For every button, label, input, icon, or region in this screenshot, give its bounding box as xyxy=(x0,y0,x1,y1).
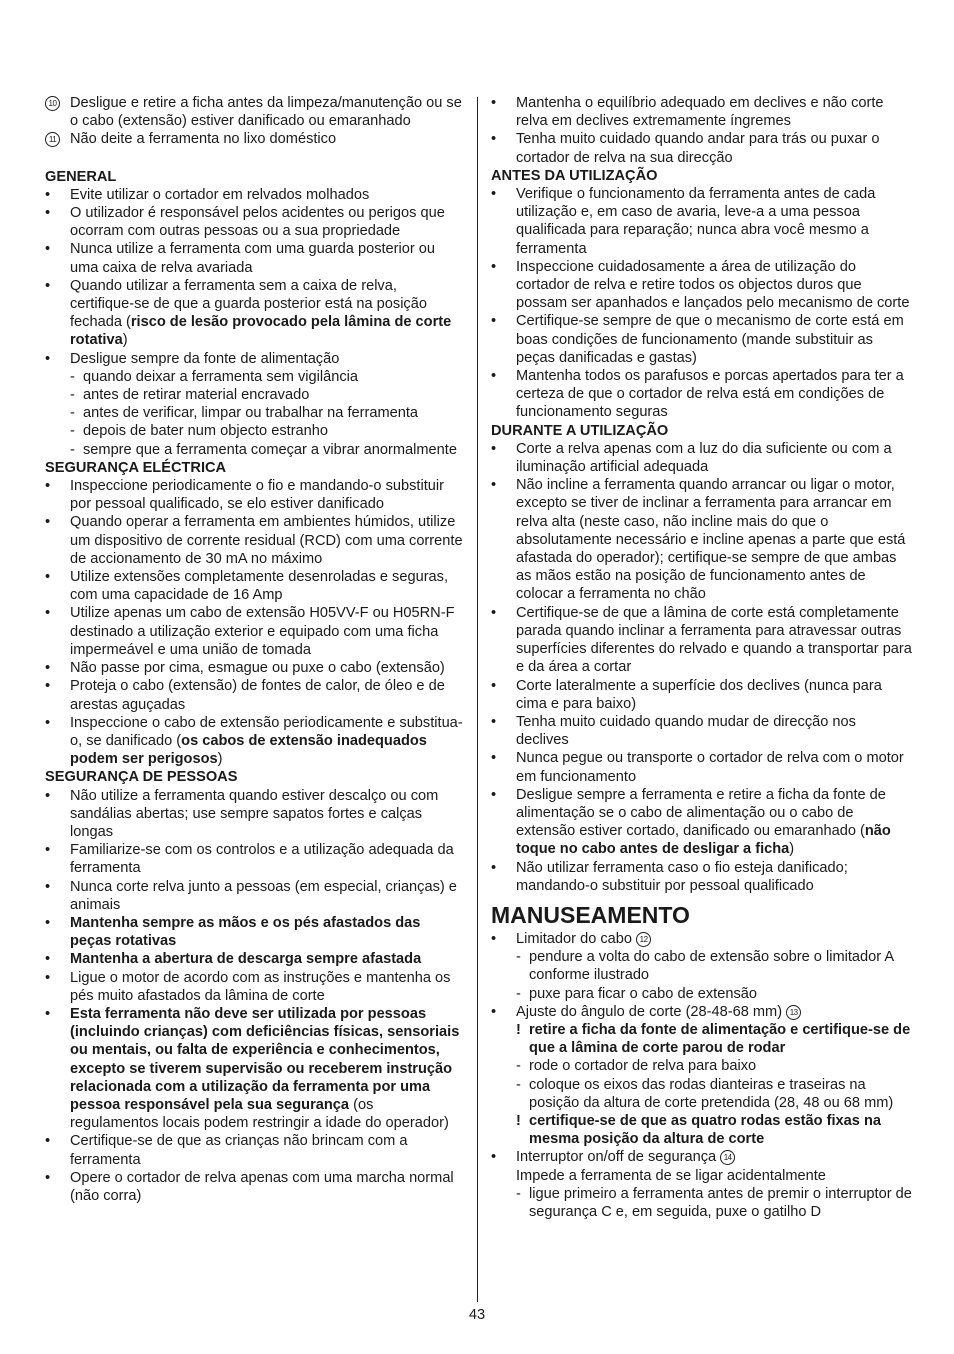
item-text xyxy=(70,278,451,349)
bullet-item xyxy=(45,1169,465,1205)
list-marker: • xyxy=(491,786,497,803)
item-text xyxy=(70,95,462,129)
bullet-item xyxy=(491,185,912,258)
section-heading: SEGURANÇA DE PESSOAS xyxy=(45,769,238,786)
list-marker: • xyxy=(491,713,497,730)
text-run: Utilize apenas um cabo de extensão H05VV-F ou H05RN-F destinado a utilização exterior e equipado com uma ficha impermeável e uma união de tomada xyxy=(70,605,455,658)
bullet-item xyxy=(45,186,465,204)
bullet-item xyxy=(491,604,912,677)
list-marker: • xyxy=(45,787,51,804)
item-text xyxy=(529,1077,893,1111)
text-run: Desligue sempre a ferramenta e retire a ficha da fonte de alimentação se o cabo de alimentação ou o cabo de extensão estiver cortado, danificado ou emaranhado ( xyxy=(516,786,886,840)
list-marker: • xyxy=(491,750,497,767)
text-run: Nunca corte relva junto a pessoas (em especial, crianças) e animais xyxy=(70,878,457,913)
item-text xyxy=(70,879,457,913)
bullet-item xyxy=(45,277,465,350)
bullet-item xyxy=(45,714,465,769)
item-text xyxy=(70,514,463,566)
text-run: antes de retirar material encravado xyxy=(83,387,310,404)
list-marker: - xyxy=(516,1185,521,1202)
item-text xyxy=(516,259,909,311)
text-run: ) xyxy=(789,841,795,858)
item-text xyxy=(516,678,882,712)
item-text xyxy=(70,569,448,603)
item-text xyxy=(83,369,358,385)
text-run: (os regulamentos locais podem restringir a idade do operador) xyxy=(70,1096,449,1132)
text-run: pendure a volta do cabo de extensão sobre o limitador A conforme ilustrado xyxy=(529,949,894,984)
text-run: ) xyxy=(217,751,223,768)
text-run: Não incline a ferramenta quando arrancar ou ligar o motor, excepto se tiver de inclinar a ferramenta para arrancar em relva alta (neste caso, não incline mais do que o absolutamente necessário e incline apenas a parte que está afastada do operador); certifique-se sempre de que ambas as mãos estão na posição de funcionamento antes de colocar a ferramenta no chão xyxy=(516,477,906,603)
item-text xyxy=(516,1004,801,1020)
text-run: depois de bater num objecto estranho xyxy=(83,423,329,440)
list-marker: - xyxy=(70,387,75,404)
list-marker: • xyxy=(45,714,51,731)
list-marker: - xyxy=(70,423,75,440)
item-number xyxy=(45,94,67,112)
bullet-item xyxy=(491,258,912,313)
bullet-item xyxy=(491,930,912,948)
section-heading: GENERAL xyxy=(45,168,117,185)
list-marker: • xyxy=(45,842,51,859)
item-text xyxy=(70,605,455,657)
text-run: Quando operar a ferramenta em ambientes húmidos, utilize um dispositivo de corrente residual (RCD) com uma corrente de accionamento de 30 mA no máximo xyxy=(70,514,463,567)
list-marker: ! xyxy=(516,1112,521,1129)
item-text xyxy=(529,1113,881,1147)
circled-number-10: 10 xyxy=(45,96,60,111)
text-run: O utilizador é responsável pelos acidentes ou perigos que ocorram com outras pessoas ou a sua propriedade xyxy=(70,205,445,240)
dash-item xyxy=(45,386,465,404)
item-text xyxy=(83,405,418,421)
bullet-item xyxy=(45,477,465,513)
text-run: Nunca pegue ou transporte o cortador de relva com o motor em funcionamento xyxy=(516,750,904,785)
text-run: Certifique-se de que as crianças não brincam com a ferramenta xyxy=(70,1133,408,1168)
text-run: Limitador do cabo xyxy=(516,930,637,947)
text-run: certifique-se de que as quatro rodas estão fixas na mesma posição da altura de corte xyxy=(529,1112,881,1148)
list-marker: • xyxy=(491,677,497,694)
text-run: Tenha muito cuidado quando andar para trás ou puxar o cortador de relva na sua direcção xyxy=(516,131,880,166)
bullet-item xyxy=(491,713,912,749)
section-heading: SEGURANÇA ELÉCTRICA xyxy=(45,459,227,476)
item-text xyxy=(529,1186,912,1220)
text-run: Impede a ferramenta de se ligar acidentalmente xyxy=(516,1167,826,1184)
section-heading: ANTES DA UTILIZAÇÃO xyxy=(491,167,658,184)
text-run: Evite utilizar o cortador em relvados molhados xyxy=(70,186,370,203)
text-run: ligue primeiro a ferramenta antes de premir o interruptor de segurança C e, em seguida, puxe o gatilho D xyxy=(529,1185,912,1220)
bullet-item xyxy=(491,367,912,422)
item-text xyxy=(516,131,879,165)
list-marker: • xyxy=(45,969,51,986)
section-heading: DURANTE A UTILIZAÇÃO xyxy=(491,422,669,439)
item-text xyxy=(529,1022,910,1056)
list-marker: • xyxy=(491,859,497,876)
bullet-item xyxy=(491,749,912,785)
list-marker: • xyxy=(45,605,51,622)
circled-number-13: 13 xyxy=(786,1005,801,1020)
text-run: Quando utilizar a ferramenta sem a caixa de relva, certifique-se de que a guarda posterior está na posição fechada ( xyxy=(70,277,427,331)
dash-item xyxy=(45,441,465,459)
item-text xyxy=(70,1006,459,1131)
bullet-item xyxy=(491,476,912,603)
item-text xyxy=(70,1170,454,1204)
bullet-item xyxy=(491,94,912,130)
text-run: rode o cortador de relva para baixo xyxy=(529,1058,757,1075)
chapter-heading: MANUSEAMENTO xyxy=(491,901,690,928)
bullet-item xyxy=(45,787,465,842)
item-text xyxy=(516,441,892,475)
text-run: Desligue e retire a ficha antes da limpeza/manutenção ou se o cabo (extensão) estiver danificado ou emaranhado xyxy=(70,95,462,130)
bullet-item xyxy=(45,204,465,240)
dash-item xyxy=(45,422,465,440)
item-text xyxy=(516,787,891,858)
text-run: Mantenha sempre as mãos e os pés afastados das peças rotativas xyxy=(70,914,421,950)
text-run: Corte a relva apenas com a luz do dia suficiente ou com a iluminação artificial adequada xyxy=(516,440,892,476)
list-marker: - xyxy=(516,1076,521,1093)
dash-item xyxy=(45,404,465,422)
list-marker: • xyxy=(45,186,51,203)
text-run: os cabos de extensão inadequados podem ser perigosos xyxy=(70,732,427,768)
text-run: retire a ficha da fonte de alimentação e certifique-se de que a lâmina de corte parou de rodar xyxy=(529,1021,911,1057)
text-run: Familiarize-se com os controlos e a utilização adequada da ferramenta xyxy=(70,842,454,877)
bullet-item xyxy=(45,1005,465,1132)
item-text xyxy=(70,1133,407,1167)
item-text xyxy=(516,750,904,784)
item-text xyxy=(70,241,435,275)
text-run: sempre que a ferramenta começar a vibrar anormalmente xyxy=(83,441,457,458)
list-marker: - xyxy=(516,949,521,966)
text-run: Não utilize a ferramenta quando estiver descalço ou com sandálias abertas; use sempre sapatos fortes e calças longas xyxy=(70,787,439,840)
text-run: Ajuste do ângulo de corte (28-48-68 mm) xyxy=(516,1003,787,1020)
list-marker: • xyxy=(45,205,51,222)
item-text xyxy=(70,205,445,239)
item-text xyxy=(516,860,848,894)
item-text xyxy=(70,660,445,676)
paragraph xyxy=(491,1167,912,1185)
bullet-item xyxy=(45,350,465,368)
circled-number-12: 12 xyxy=(636,932,651,947)
list-marker: - xyxy=(70,405,75,422)
bullet-item xyxy=(491,130,912,166)
item-text xyxy=(516,605,912,676)
bullet-item xyxy=(491,440,912,476)
spacer xyxy=(45,149,465,168)
list-marker: - xyxy=(70,368,75,385)
list-marker: • xyxy=(491,1149,497,1166)
bullet-item xyxy=(45,878,465,914)
item-text xyxy=(516,313,904,365)
item-text xyxy=(83,423,328,439)
text-run: antes de verificar, limpar ou trabalhar na ferramenta xyxy=(83,405,419,422)
item-text xyxy=(70,842,454,876)
item-text xyxy=(516,368,904,420)
dash-item xyxy=(491,1057,912,1075)
text-run: Não deite a ferramenta no lixo doméstico xyxy=(70,131,337,148)
item-text xyxy=(516,1149,735,1165)
text-run: Mantenha a abertura de descarga sempre afastada xyxy=(70,951,422,968)
text-run: coloque os eixos das rodas dianteiras e traseiras na posição da altura de corte pretendida (28, 48 ou 68 mm) xyxy=(529,1076,894,1111)
bullet-item xyxy=(491,677,912,713)
circled-number-11: 11 xyxy=(45,132,60,147)
text-run: Corte lateralmente a superfície dos declives (nunca para cima e para baixo) xyxy=(516,677,882,712)
column-divider xyxy=(477,97,478,1302)
bullet-item xyxy=(45,914,465,950)
text-run: Certifique-se sempre de que o mecanismo de corte está em boas condições de funcionamento (mande substituir as peças danificadas e gastas) xyxy=(516,313,904,366)
text-run: Mantenha o equilíbrio adequado em declives e não corte relva em declives extremamente íngremes xyxy=(516,95,884,130)
bullet-item xyxy=(45,677,465,713)
list-marker: • xyxy=(45,277,51,294)
item-text xyxy=(70,131,336,147)
item-text xyxy=(70,970,450,1004)
warning-item xyxy=(491,1021,912,1057)
item-text xyxy=(516,477,905,602)
dash-item xyxy=(491,985,912,1003)
bullet-item xyxy=(491,1003,912,1021)
item-number xyxy=(45,130,67,148)
text-run: Inspeccione periodicamente o fio e mandando-o substituir por pessoal qualificado, se elo estiver danificado xyxy=(70,478,444,513)
list-marker: • xyxy=(45,241,51,258)
dash-item xyxy=(491,1185,912,1221)
list-marker: • xyxy=(45,478,51,495)
text-run: Utilize extensões completamente desenroladas e seguras, com uma capacidade de 16 Amp xyxy=(70,569,449,604)
list-marker: • xyxy=(45,678,51,695)
text-run: puxe para ficar o cabo de extensão xyxy=(529,985,757,1002)
list-marker: • xyxy=(45,350,51,367)
item-text xyxy=(529,986,757,1002)
bullet-item xyxy=(491,312,912,367)
list-marker: • xyxy=(45,660,51,677)
bullet-item xyxy=(45,659,465,677)
text-run: quando deixar a ferramenta sem vigilância xyxy=(83,368,359,385)
item-text xyxy=(70,915,420,949)
item-text xyxy=(83,387,309,403)
list-marker: • xyxy=(491,477,497,494)
bullet-item xyxy=(45,604,465,659)
text-run: ) xyxy=(122,332,128,349)
right-column xyxy=(491,94,912,1221)
list-marker: - xyxy=(70,441,75,458)
text-run: Inspeccione o cabo de extensão periodicamente e substitua-o, se danificado ( xyxy=(70,714,463,749)
text-run: Mantenha todos os parafusos e porcas apertados para ter a certeza de que o cortador de relva está em condições de funcionamento seguras xyxy=(516,368,904,421)
bullet-item xyxy=(45,1132,465,1168)
list-marker: • xyxy=(45,569,51,586)
list-marker: • xyxy=(491,95,497,111)
list-marker: • xyxy=(45,1133,51,1150)
item-text xyxy=(70,951,421,967)
list-marker: • xyxy=(45,878,51,895)
list-marker: • xyxy=(45,1169,51,1186)
text-run: Opere o cortador de relva apenas com uma marcha normal (não corra) xyxy=(70,1169,454,1204)
item-text xyxy=(516,714,856,748)
text-run: Ligue o motor de acordo com as instruções e mantenha os pés muito afastados da lâmina de corte xyxy=(70,969,451,1004)
text-run: Não utilizar ferramenta caso o fio esteja danificado; mandando-o substituir por pessoal qualificado xyxy=(516,859,848,894)
text-run: Inspeccione cuidadosamente a área de utilização do cortador de relva e retire todos os objectos duros que possam ser apanhados e lançados pelo mecanismo de corte xyxy=(516,258,910,312)
item-text xyxy=(70,788,438,840)
list-marker: • xyxy=(45,951,51,968)
text-run: Esta ferramenta não deve ser utilizada por pessoas (incluindo crianças) com deficiências físicas, sensoriais ou mentais, ou falta de experiência e conhecimentos, excepto se tiverem supervisão ou receberem instrução relacionada com a utilização da ferramenta por uma pessoa responsável pela sua segurança xyxy=(70,1005,460,1113)
bullet-item xyxy=(491,1148,912,1166)
text-run: Certifique-se de que a lâmina de corte está completamente parada quando inclinar a ferramenta para atravessar outras superfícies diferentes do relvado e quando a transportar para e da área a cortar xyxy=(516,604,912,676)
list-marker: • xyxy=(491,131,497,148)
list-marker: ! xyxy=(516,1021,521,1038)
list-marker: • xyxy=(491,258,497,275)
item-text xyxy=(70,715,463,767)
list-marker: • xyxy=(491,604,497,621)
numbered-item xyxy=(45,130,465,148)
item-text xyxy=(83,442,457,458)
text-run: Tenha muito cuidado quando mudar de direcção nos declives xyxy=(516,713,856,749)
page-number: 43 xyxy=(468,1307,486,1323)
list-marker: • xyxy=(45,914,51,931)
numbered-item xyxy=(45,94,465,130)
text-run: não toque no cabo antes de desligar a ficha xyxy=(516,823,891,858)
item-text xyxy=(516,186,875,257)
text-run: Não passe por cima, esmague ou puxe o cabo (extensão) xyxy=(70,660,445,677)
text-run: risco de lesão provocado pela lâmina de corte rotativa xyxy=(70,314,452,349)
item-text xyxy=(70,678,445,712)
list-marker: • xyxy=(491,1003,497,1020)
list-marker: - xyxy=(516,1058,521,1075)
list-marker: - xyxy=(516,985,521,1002)
item-text xyxy=(516,931,651,947)
text-run: Proteja o cabo (extensão) de fontes de calor, de óleo e de arestas aguçadas xyxy=(70,678,445,713)
list-marker: • xyxy=(491,368,497,385)
left-column xyxy=(45,94,465,1205)
bullet-item xyxy=(45,969,465,1005)
bullet-item xyxy=(45,568,465,604)
bullet-item xyxy=(491,786,912,859)
dash-item xyxy=(45,368,465,386)
text-run: Nunca utilize a ferramenta com uma guarda posterior ou uma caixa de relva avariada xyxy=(70,241,436,276)
list-marker: • xyxy=(45,514,51,531)
bullet-item xyxy=(45,240,465,276)
bullet-item xyxy=(45,950,465,968)
text-run: Verifique o funcionamento da ferramenta antes de cada utilização e, em caso de avaria, leve-a a uma pessoa qualificada para reparação; nunca abra você mesmo a ferramenta xyxy=(516,186,876,257)
item-text xyxy=(70,478,444,512)
bullet-item xyxy=(45,841,465,877)
item-text xyxy=(516,95,884,129)
bullet-item xyxy=(491,859,912,895)
list-marker: • xyxy=(45,1005,51,1022)
item-text xyxy=(529,949,893,983)
list-marker: • xyxy=(491,186,497,203)
item-text xyxy=(70,187,369,203)
item-text xyxy=(529,1058,756,1074)
list-marker: • xyxy=(491,930,497,947)
dash-item xyxy=(491,1076,912,1112)
dash-item xyxy=(491,948,912,984)
list-marker: • xyxy=(491,313,497,330)
text-run: Interruptor on/off de segurança xyxy=(516,1149,721,1166)
list-marker: • xyxy=(491,440,497,457)
text-run: Desligue sempre da fonte de alimentação xyxy=(70,350,340,367)
item-text xyxy=(70,351,339,367)
bullet-item xyxy=(45,513,465,568)
warning-item xyxy=(491,1112,912,1148)
circled-number-14: 14 xyxy=(720,1150,735,1165)
